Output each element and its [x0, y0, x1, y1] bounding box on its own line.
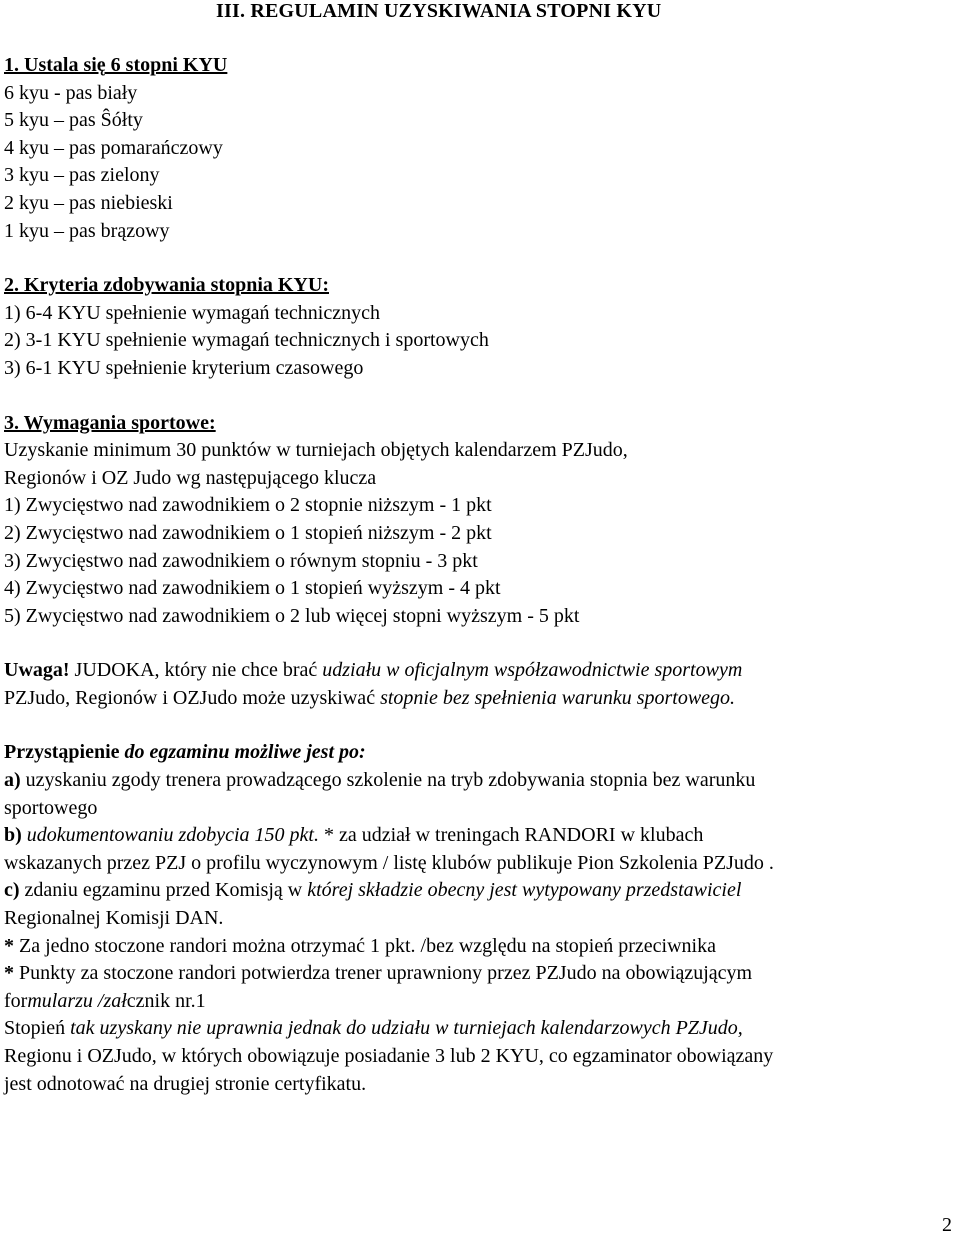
footnote-2-cont [4, 988, 954, 1016]
section-3-intro: Regionów i OZ Judo wg następującego klucza [4, 466, 377, 489]
criteria-item: 2) 3-1 KYU spełnienie wymagań technicznych i sportowych [4, 329, 489, 352]
condition-text: * za udział w treningach RANDORI w klubach [318, 824, 704, 847]
belt-item: 5 kyu – pas Ŝółty [4, 109, 143, 132]
admission-heading-italic: do egzaminu możliwe jest po: [119, 741, 366, 764]
points-item: 1) Zwycięstwo nad zawodnikiem o 2 stopnie niższym - 1 pkt [4, 494, 492, 517]
note-text-italic: udziału w oficjalnym współzawodnictwie sportowym [322, 659, 743, 682]
section-3-intro: Uzyskanie minimum 30 punktów w turniejach objętych kalendarzem PZJudo, [4, 439, 628, 462]
points-item: 5) Zwycięstwo nad zawodnikiem o 2 lub więcej stopni wyższym - 5 pkt [4, 604, 580, 627]
footnote-text: for [4, 989, 28, 1012]
footnote-star: * [4, 934, 14, 957]
footnote-2 [4, 960, 954, 988]
admission-heading [4, 739, 954, 767]
points-item: 3) Zwycięstwo nad zawodnikiem o równym stopniu - 3 pkt [4, 549, 478, 572]
final-paragraph-cont: jest odnotować na drugiej stronie certyfikatu. [4, 1072, 367, 1095]
condition-a [4, 767, 954, 795]
belt-item: 3 kyu – pas zielony [4, 164, 160, 187]
footnote-text: Punkty za stoczone randori potwierdza trener uprawniony przez PZJudo na obowiązującym [14, 962, 753, 985]
section-2-heading: 2. Kryteria zdobywania stopnia KYU: [4, 274, 329, 297]
condition-text: uzyskaniu zgody trenera prowadzącego szkolenie na tryb zdobywania stopnia bez warunku [20, 769, 756, 792]
footnote-1 [4, 933, 954, 961]
document-body [4, 52, 954, 1098]
section-3-heading: 3. Wymagania sportowe: [4, 411, 216, 434]
points-item: 2) Zwycięstwo nad zawodnikiem o 1 stopień niższym - 2 pkt [4, 521, 492, 544]
points-item: 4) Zwycięstwo nad zawodnikiem o 1 stopień wyższym - 4 pkt [4, 577, 501, 600]
condition-label: c) [4, 879, 20, 902]
belt-item: 4 kyu – pas pomarańczowy [4, 136, 223, 159]
document-title: III. REGULAMIN UZYSKIWANIA STOPNI KYU [216, 0, 662, 22]
note-text: PZJudo, Regionów i OZJudo może uzyskiwać [4, 686, 381, 709]
note-text: JUDOKA, który nie chce brać [69, 659, 323, 682]
footnote-star: * [4, 962, 14, 985]
condition-text-italic: udokumentowaniu zdobycia 150 pkt. [21, 824, 319, 847]
footnote-text: cznik nr.1 [126, 989, 206, 1012]
note-paragraph [4, 657, 954, 685]
belt-item: 2 kyu – pas niebieski [4, 191, 173, 214]
condition-b-cont: wskazanych przez PZJ o profilu wyczynowym / listę klubów publikuje Pion Szkolenia PZJudo . [4, 851, 774, 874]
final-paragraph-cont: Regionu i OZJudo, w których obowiązuje posiadanie 3 lub 2 KYU, co egzaminator obowiązany [4, 1045, 774, 1067]
criteria-item: 3) 6-1 KYU spełnienie kryterium czasowego [4, 356, 364, 379]
belt-item: 6 kyu - pas biały [4, 81, 138, 104]
final-text: Stopień [4, 1017, 71, 1040]
section-1-heading: 1. Ustala się 6 stopni KYU [4, 54, 228, 76]
note-paragraph [4, 685, 954, 713]
note-text-italic: stopnie bez spełnienia warunku sportowego. [380, 686, 736, 709]
condition-c-cont: Regionalnej Komisji DAN. [4, 907, 224, 930]
footnote-text-italic: mularzu /zał [27, 989, 127, 1012]
criteria-item: 1) 6-4 KYU spełnienie wymagań technicznych [4, 301, 380, 324]
condition-b [4, 822, 954, 850]
final-paragraph [4, 1015, 954, 1043]
section-3-list [4, 492, 954, 630]
condition-label: b) [4, 824, 22, 847]
condition-a-cont: sportowego [4, 796, 98, 819]
condition-c [4, 877, 954, 905]
condition-text: zdaniu egzaminu przed Komisją w [19, 879, 308, 902]
section-1-list [4, 80, 954, 246]
final-text-italic: tak uzyskany nie uprawnia jednak do udziału w turniejach kalendarzowych PZJudo, [70, 1017, 743, 1040]
admission-heading-bold: Przystąpienie [4, 741, 120, 764]
belt-item: 1 kyu – pas brązowy [4, 219, 170, 242]
footnote-text: Za jedno stoczone randori można otrzymać 1 pkt. /bez względu na stopień przeciwnika [14, 934, 716, 957]
condition-label: a) [4, 769, 21, 792]
condition-text-italic: której składzie obecny jest wytypowany przedstawiciel [307, 879, 742, 902]
section-2-list [4, 300, 954, 383]
page-number: 2 [942, 1214, 952, 1236]
note-label: Uwaga! [4, 659, 70, 682]
